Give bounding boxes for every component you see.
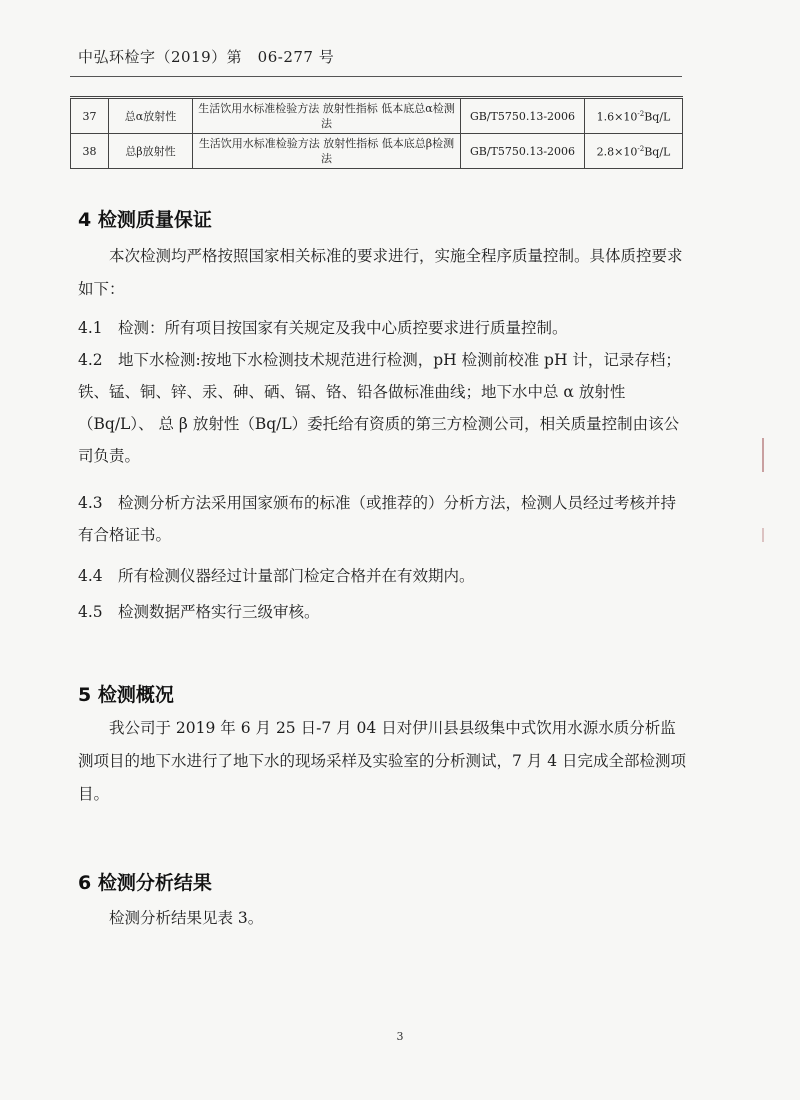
item-number: 4.4 bbox=[78, 567, 103, 585]
row-number: 37 bbox=[71, 98, 109, 134]
item-number: 4.1 bbox=[78, 319, 103, 337]
test-item: 总α放射性 bbox=[109, 98, 193, 134]
test-method: 生活饮用水标准检验方法 放射性指标 低本底总α检测法 bbox=[193, 98, 461, 134]
test-item: 总β放射性 bbox=[109, 134, 193, 169]
section-4-title: 4 检测质量保证 bbox=[78, 209, 212, 231]
item-text: 地下水检测:按地下水检测技术规范进行检测，pH 检测前校准 pH 计，记录存档；铁、锰、铜、锌、汞、砷、硒、镉、铬、铅各做标准曲线；地下水中总 α 放射性（Bq/L）、 总 β 放射性（Bq/L）委托给有资质的第三方检测公司，相关质量控制由该公司负责。 bbox=[78, 351, 681, 465]
section-5-title: 5 检测概况 bbox=[78, 684, 174, 706]
item-number: 4.5 bbox=[78, 603, 103, 621]
document-number-header: 中弘环检字（2019）第 06-277 号 bbox=[78, 48, 335, 66]
item-text: 所有检测仪器经过计量部门检定合格并在有效期内。 bbox=[118, 567, 475, 585]
methods-table bbox=[70, 96, 683, 169]
quality-item bbox=[78, 312, 688, 344]
page-number: 3 bbox=[396, 1030, 404, 1043]
section-6-text: 检测分析结果见表 3。 bbox=[109, 909, 264, 927]
section-4-intro: 本次检测均严格按照国家相关标准的要求进行，实施全程序质量控制。具体质控要求如下： bbox=[78, 247, 683, 298]
header-rule bbox=[70, 76, 682, 77]
quality-item bbox=[78, 344, 688, 472]
detection-limit: $1.6\times 10^{-2}Bq/L$ bbox=[585, 98, 683, 134]
test-method: 生活饮用水标准检验方法 放射性指标 低本底总β检测法 bbox=[193, 134, 461, 169]
quality-item bbox=[78, 560, 688, 592]
quality-item bbox=[78, 487, 688, 551]
section-6-title: 6 检测分析结果 bbox=[78, 872, 212, 894]
margin-mark bbox=[762, 528, 764, 542]
table-row bbox=[71, 134, 683, 169]
item-number: 4.2 bbox=[78, 351, 103, 369]
standard-code: GB/T5750.13-2006 bbox=[461, 134, 585, 169]
table-row bbox=[71, 98, 683, 134]
quality-item bbox=[78, 596, 688, 628]
detection-limit: $2.8\times 10^{-2}Bq/L$ bbox=[585, 134, 683, 169]
section-5-text: 我公司于 2019 年 6 月 25 日-7 月 04 日对伊川县县级集中式饮用水源水质分析监测项目的地下水进行了地下水的现场采样及实验室的分析测试，7 月 4 日完成全部检测项目。 bbox=[78, 719, 687, 803]
item-number: 4.3 bbox=[78, 494, 103, 512]
row-number: 38 bbox=[71, 134, 109, 169]
item-text: 检测数据严格实行三级审核。 bbox=[118, 603, 320, 621]
standard-code: GB/T5750.13-2006 bbox=[461, 98, 585, 134]
margin-mark bbox=[762, 438, 764, 472]
item-text: 检测分析方法采用国家颁布的标准（或推荐的）分析方法，检测人员经过考核并持有合格证书。 bbox=[78, 494, 677, 544]
item-text: 检测：所有项目按国家有关规定及我中心质控要求进行质量控制。 bbox=[118, 319, 568, 337]
